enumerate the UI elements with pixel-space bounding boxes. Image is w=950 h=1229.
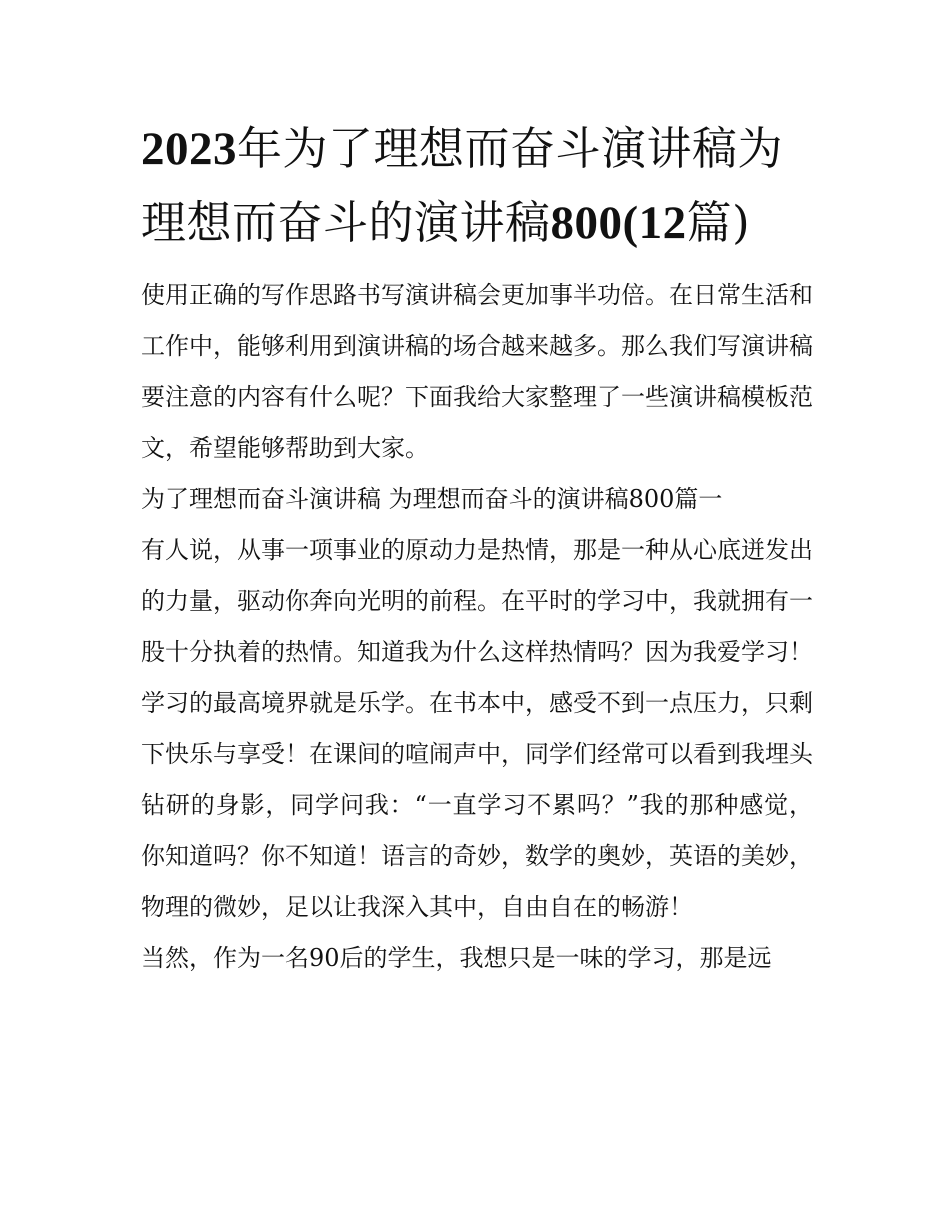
document-body xyxy=(141,270,813,984)
document-title xyxy=(141,112,813,260)
title-text: 年为了理想而奋斗演讲稿为理想而奋斗的演讲稿 xyxy=(141,122,784,249)
title-year: 2023 xyxy=(141,123,237,175)
document-page xyxy=(141,112,813,984)
body-paragraph-2: 当然，作为一名90后的学生，我想只是一味的学习，那是远 xyxy=(141,944,772,972)
intro-paragraph: 使用正确的写作思路书写演讲稿会更加事半功倍。在日常生活和工作中，能够利用到演讲稿的场合越来越多。那么我们写演讲稿要注意的内容有什么呢？下面我给大家整理了一些演讲稿模板范文，希望能够帮助到大家。 xyxy=(141,281,813,462)
title-suffix: 篇) xyxy=(686,196,751,249)
section-heading: 为了理想而奋斗演讲稿 为理想而奋斗的演讲稿800篇一 xyxy=(141,485,723,513)
body-paragraph-1: 有人说，从事一项事业的原动力是热情，那是一种从心底迸发出的力量，驱动你奔向光明的前程。在平时的学习中，我就拥有一股十分执着的热情。知道我为什么这样热情吗？因为我爱学习！学习的最高境界就是乐学。在书本中，感受不到一点压力，只剩下快乐与享受！在课间的喧闹声中，同学们经常可以看到我埋头钻研的身影，同学问我：“一直学习不累吗？”我的那种感觉，你知道吗？你不知道！语言的奇妙，数学的奥妙，英语的美妙，物理的微妙，足以让我深入其中，自由自在的畅游！ xyxy=(141,536,813,921)
title-count: 800(12 xyxy=(550,197,687,249)
